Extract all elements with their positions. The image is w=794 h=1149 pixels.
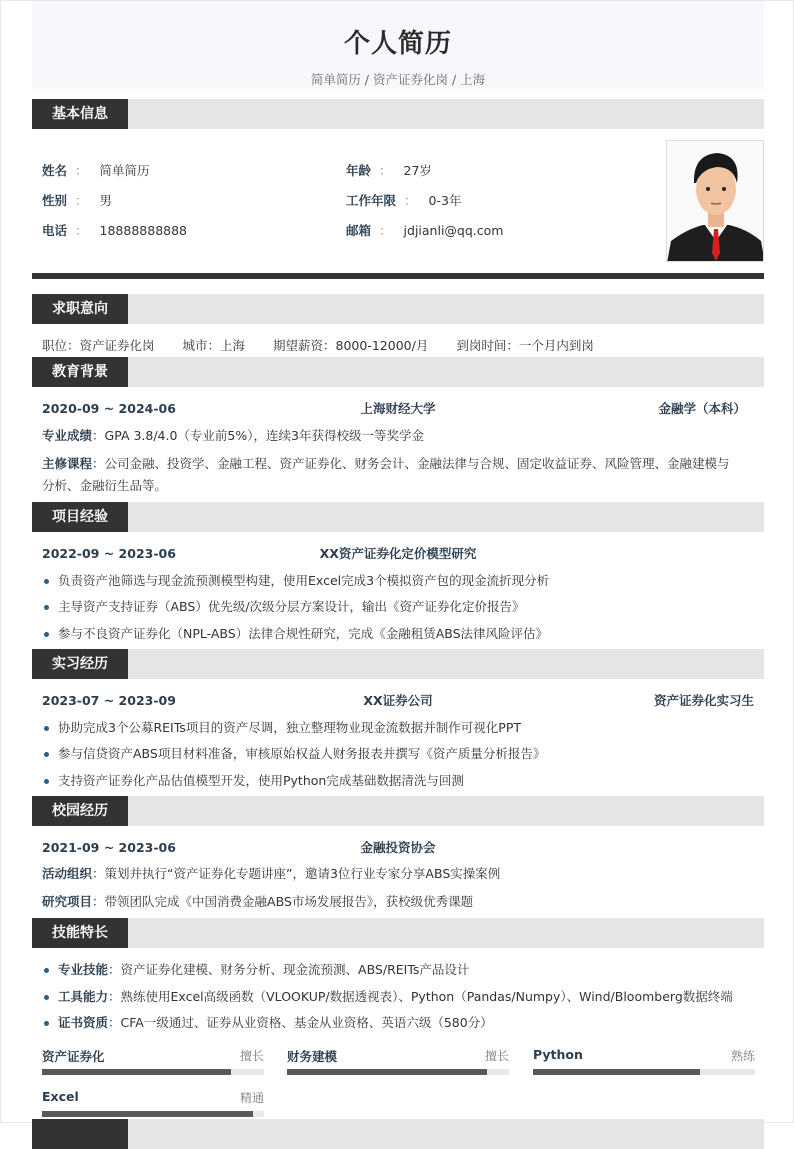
field-phone: 电话 ： 18888888888 [42, 223, 188, 238]
list-item: 证书资质：CFA一级通过、证券从业资格、基金从业资格、英语六级（580分） [42, 1013, 493, 1033]
field-email: 邮箱 ： jdjianli@qq.com [346, 223, 504, 238]
section-title: 校园经历 [32, 796, 128, 826]
list-item: 主导资产支持证券（ABS）优先级/次级分层方案设计，输出《资产证券化定价报告》 [42, 597, 525, 617]
section-basic [32, 99, 764, 129]
field-experience: 工作年限 ： 0-3年 [346, 193, 462, 208]
project-header: 2022-09 ~ 2023-06 XX资产证券化定价模型研究 [42, 546, 477, 561]
edu-score: 专业成绩：GPA 3.8/4.0（专业前5%），连续3年获得校级一等奖学金 [42, 428, 424, 443]
edu-courses: 主修课程：公司金融、投资学、金融工程、资产证券化、财务会计、金融法律与合规、固定收益证券、风险管理、金融建模与 [42, 456, 730, 471]
section-education [32, 357, 764, 387]
list-item: 支持资产证券化产品估值模型开发，使用Python完成基础数据清洗与回测 [42, 771, 464, 791]
section-project [32, 502, 764, 532]
intent-salary: 期望薪资：8000-12000/月 [273, 338, 429, 353]
section-title: 技能特长 [32, 918, 128, 948]
campus-research: 研究项目：带领团队完成《中国消费金融ABS市场发展报告》，获校级优秀课题 [42, 894, 474, 909]
edu-header: 2020-09 ~ 2024-06 上海财经大学 金融学（本科） [42, 401, 746, 416]
skill-bar-fill [533, 1069, 700, 1075]
section-next [32, 1119, 764, 1149]
field-age: 年龄 ： 27岁 [346, 163, 432, 178]
field-name: 姓名 ： 简单简历 [42, 163, 150, 178]
divider [32, 273, 764, 279]
skill-bar: Excel 精通 [42, 1089, 264, 1104]
skill-bar: Python 熟练 [533, 1047, 755, 1062]
intent-city: 城市：上海 [182, 338, 246, 353]
edu-courses-cont: 分析、金融衍生品等。 [42, 478, 168, 493]
section-intent [32, 294, 764, 324]
job-intent-row [42, 336, 754, 356]
section-title: 实习经历 [32, 649, 128, 679]
section-skills [32, 918, 764, 948]
skill-bar: 资产证券化 擅长 [42, 1047, 264, 1065]
list-item: 参与不良资产证券化（NPL-ABS）法律合规性研究，完成《金融租赁ABS法律风险评估》 [42, 624, 548, 644]
section-title: 求职意向 [32, 294, 128, 324]
campus-header: 2021-09 ~ 2023-06 金融投资协会 [42, 840, 436, 855]
avatar-photo [666, 140, 764, 262]
resume-subtitle: 简单简历 / 资产证券化岗 / 上海 [310, 72, 486, 87]
section-title [32, 1119, 128, 1149]
section-internship [32, 649, 764, 679]
intent-position: 职位：资产证券化岗 [42, 338, 155, 353]
field-gender: 性别 ： 男 [42, 193, 113, 208]
list-item: 参与信贷资产ABS项目材料准备，审核原始权益人财务报表并撰写《资产质量分析报告》 [42, 744, 545, 764]
list-item: 负责资产池筛选与现金流预测模型构建，使用Excel完成3个模拟资产包的现金流折现分析 [42, 571, 549, 591]
skill-bar: 财务建模 擅长 [287, 1047, 509, 1065]
list-item: 协助完成3个公募REITs项目的资产尽调，独立整理物业现金流数据并制作可视化PPT [42, 718, 521, 738]
resume-page [32, 1, 764, 1105]
intent-start: 到岗时间：一个月内到岗 [456, 338, 594, 353]
skill-bar-fill [42, 1069, 231, 1075]
section-title: 教育背景 [32, 357, 128, 387]
skill-bar-fill [42, 1111, 253, 1117]
section-title: 基本信息 [32, 99, 128, 129]
list-item: 专业技能：资产证券化建模、财务分析、现金流预测、ABS/REITs产品设计 [42, 960, 469, 980]
list-item: 工具能力：熟练使用Excel高级函数（VLOOKUP/数据透视表）、Python（Pandas/Numpy）、Wind/Bloomberg数据终端 [42, 987, 733, 1007]
section-campus [32, 796, 764, 826]
skill-bar-fill [287, 1069, 487, 1075]
campus-activity: 活动组织：策划并执行“资产证券化专题讲座”，邀请3位行业专家分享ABS实操案例 [42, 866, 501, 881]
section-title: 项目经验 [32, 502, 128, 532]
resume-title: 个人简历 [343, 29, 452, 59]
resume-header [32, 1, 764, 89]
intern-header: 2023-07 ~ 2023-09 XX证券公司 资产证券化实习生 [42, 693, 754, 708]
